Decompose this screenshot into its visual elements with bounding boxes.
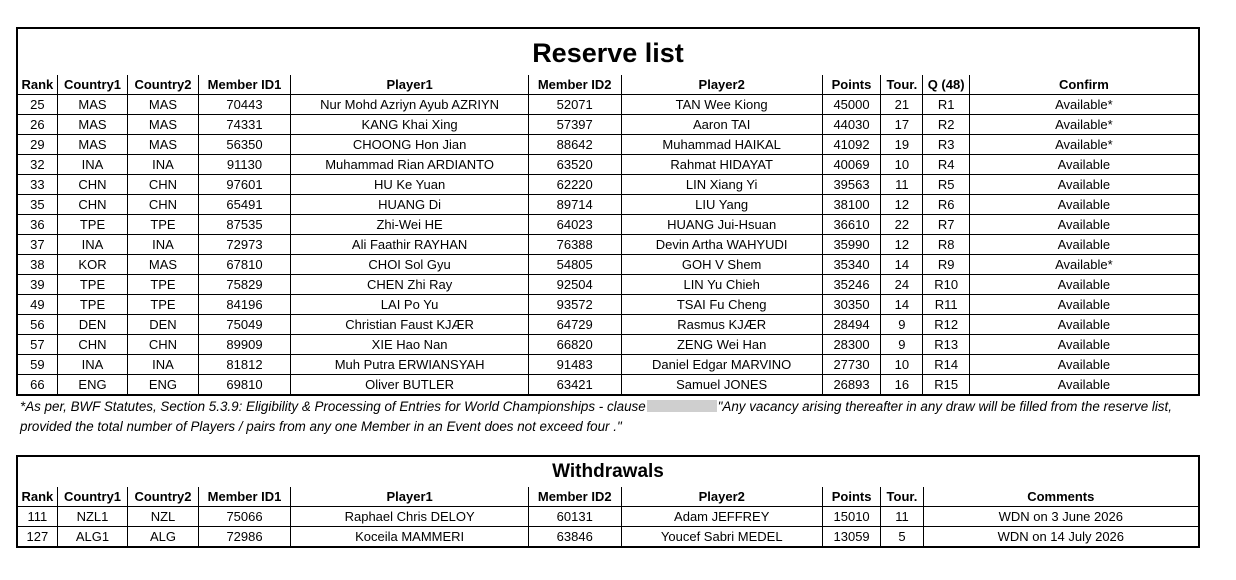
cell-player2: GOH V Shem <box>621 255 822 275</box>
cell-confirm: Available <box>969 355 1199 375</box>
table-row <box>17 527 1199 548</box>
cell-comments: WDN on 14 July 2026 <box>923 527 1199 548</box>
cell-member-id1: 87535 <box>198 215 291 235</box>
cell-country1: TPE <box>57 275 127 295</box>
cell-player1: Koceila MAMMERI <box>291 527 529 548</box>
table-row <box>17 235 1199 255</box>
cell-tour: 10 <box>881 155 923 175</box>
cell-country2: ALG <box>128 527 198 548</box>
cell-country1: ALG1 <box>57 527 127 548</box>
cell-country2: INA <box>128 235 198 255</box>
cell-rank: 33 <box>17 175 57 195</box>
cell-country1: INA <box>57 235 127 255</box>
cell-q48: R8 <box>923 235 969 255</box>
table-row <box>17 507 1199 527</box>
cell-confirm: Available <box>969 195 1199 215</box>
cell-country1: DEN <box>57 315 127 335</box>
cell-tour: 9 <box>881 335 923 355</box>
table-row <box>17 335 1199 355</box>
cell-player2: Devin Artha WAHYUDI <box>621 235 822 255</box>
cell-rank: 56 <box>17 315 57 335</box>
cell-tour: 16 <box>881 375 923 396</box>
withdrawals-title: Withdrawals <box>17 456 1199 487</box>
cell-country2: MAS <box>128 255 198 275</box>
cell-member-id1: 69810 <box>198 375 291 396</box>
col-header-q48: Q (48) <box>923 75 969 95</box>
cell-member-id2: 54805 <box>528 255 621 275</box>
cell-player1: HUANG Di <box>291 195 529 215</box>
cell-country1: MAS <box>57 115 127 135</box>
cell-member-id1: 70443 <box>198 95 291 115</box>
reserve-list-table <box>16 27 1200 396</box>
table-row <box>17 275 1199 295</box>
reserve-header-row <box>17 75 1199 95</box>
cell-points: 35340 <box>822 255 880 275</box>
cell-member-id2: 64023 <box>528 215 621 235</box>
cell-player1: Christian Faust KJÆR <box>291 315 529 335</box>
cell-confirm: Available <box>969 275 1199 295</box>
note-line-1-text-a: *As per, BWF Statutes, Section 5.3.9: Eligibility & Processing of Entries for World Championships - clause <box>20 399 646 414</box>
cell-country1: NZL1 <box>57 507 127 527</box>
table-row <box>17 135 1199 155</box>
cell-rank: 37 <box>17 235 57 255</box>
cell-rank: 127 <box>17 527 57 548</box>
cell-tour: 11 <box>881 175 923 195</box>
col-header-tour: Tour. <box>881 487 923 507</box>
cell-tour: 24 <box>881 275 923 295</box>
cell-points: 27730 <box>822 355 880 375</box>
redacted-clause-block <box>647 400 717 412</box>
cell-confirm: Available <box>969 175 1199 195</box>
col-header-member-id2: Member ID2 <box>528 487 621 507</box>
cell-country2: CHN <box>128 335 198 355</box>
note-line-1-text-b: "Any vacancy arising thereafter in any draw will be filled from the reserve list, <box>717 399 1172 414</box>
col-header-player1: Player1 <box>291 487 529 507</box>
cell-points: 36610 <box>822 215 880 235</box>
cell-member-id1: 72986 <box>198 527 291 548</box>
cell-player2: Daniel Edgar MARVINO <box>621 355 822 375</box>
cell-points: 28494 <box>822 315 880 335</box>
cell-player2: ZENG Wei Han <box>621 335 822 355</box>
cell-country2: NZL <box>128 507 198 527</box>
cell-tour: 22 <box>881 215 923 235</box>
cell-country2: MAS <box>128 95 198 115</box>
cell-country1: CHN <box>57 335 127 355</box>
cell-country1: TPE <box>57 215 127 235</box>
cell-points: 40069 <box>822 155 880 175</box>
withdrawals-body <box>17 507 1199 548</box>
cell-q48: R4 <box>923 155 969 175</box>
col-header-comments: Comments <box>923 487 1199 507</box>
cell-player1: Oliver BUTLER <box>291 375 529 396</box>
cell-tour: 19 <box>881 135 923 155</box>
cell-member-id1: 75829 <box>198 275 291 295</box>
table-row <box>17 115 1199 135</box>
cell-member-id2: 62220 <box>528 175 621 195</box>
col-header-member-id1: Member ID1 <box>198 487 291 507</box>
cell-country2: INA <box>128 355 198 375</box>
cell-tour: 5 <box>881 527 923 548</box>
bwf-statutes-note <box>20 397 1220 437</box>
cell-q48: R14 <box>923 355 969 375</box>
cell-member-id2: 63421 <box>528 375 621 396</box>
cell-rank: 59 <box>17 355 57 375</box>
withdrawals-table <box>16 455 1200 548</box>
cell-player2: LIU Yang <box>621 195 822 215</box>
cell-points: 38100 <box>822 195 880 215</box>
cell-member-id1: 91130 <box>198 155 291 175</box>
cell-player2: Aaron TAI <box>621 115 822 135</box>
table-row <box>17 195 1199 215</box>
cell-member-id1: 72973 <box>198 235 291 255</box>
withdrawals-header-row <box>17 487 1199 507</box>
cell-member-id1: 89909 <box>198 335 291 355</box>
cell-country1: INA <box>57 355 127 375</box>
col-header-rank: Rank <box>17 487 57 507</box>
col-header-player2: Player2 <box>621 75 822 95</box>
cell-confirm: Available* <box>969 255 1199 275</box>
cell-q48: R10 <box>923 275 969 295</box>
reserve-list-body <box>17 95 1199 396</box>
cell-tour: 14 <box>881 295 923 315</box>
cell-member-id2: 52071 <box>528 95 621 115</box>
cell-country2: CHN <box>128 175 198 195</box>
cell-country2: MAS <box>128 115 198 135</box>
cell-country2: TPE <box>128 215 198 235</box>
cell-member-id2: 57397 <box>528 115 621 135</box>
cell-country2: MAS <box>128 135 198 155</box>
cell-q48: R12 <box>923 315 969 335</box>
cell-member-id1: 65491 <box>198 195 291 215</box>
cell-rank: 66 <box>17 375 57 396</box>
cell-member-id2: 89714 <box>528 195 621 215</box>
cell-confirm: Available <box>969 375 1199 396</box>
cell-player2: Adam JEFFREY <box>621 507 822 527</box>
cell-tour: 12 <box>881 195 923 215</box>
cell-member-id2: 60131 <box>528 507 621 527</box>
table-row <box>17 355 1199 375</box>
cell-player1: Ali Faathir RAYHAN <box>291 235 529 255</box>
table-row <box>17 295 1199 315</box>
cell-member-id1: 67810 <box>198 255 291 275</box>
cell-country1: CHN <box>57 195 127 215</box>
col-header-country2: Country2 <box>128 75 198 95</box>
cell-member-id2: 63520 <box>528 155 621 175</box>
cell-confirm: Available <box>969 315 1199 335</box>
cell-country1: ENG <box>57 375 127 396</box>
cell-confirm: Available <box>969 235 1199 255</box>
cell-player1: Nur Mohd Azriyn Ayub AZRIYN <box>291 95 529 115</box>
cell-country2: CHN <box>128 195 198 215</box>
col-header-player1: Player1 <box>291 75 529 95</box>
cell-rank: 39 <box>17 275 57 295</box>
cell-player1: Zhi-Wei HE <box>291 215 529 235</box>
cell-player2: HUANG Jui-Hsuan <box>621 215 822 235</box>
cell-member-id1: 74331 <box>198 115 291 135</box>
cell-tour: 9 <box>881 315 923 335</box>
cell-q48: R1 <box>923 95 969 115</box>
cell-player2: TSAI Fu Cheng <box>621 295 822 315</box>
cell-tour: 11 <box>881 507 923 527</box>
cell-member-id2: 91483 <box>528 355 621 375</box>
cell-member-id2: 92504 <box>528 275 621 295</box>
cell-rank: 38 <box>17 255 57 275</box>
cell-player1: HU Ke Yuan <box>291 175 529 195</box>
cell-rank: 25 <box>17 95 57 115</box>
cell-player1: CHOONG Hon Jian <box>291 135 529 155</box>
cell-confirm: Available* <box>969 115 1199 135</box>
cell-player2: TAN Wee Kiong <box>621 95 822 115</box>
cell-q48: R3 <box>923 135 969 155</box>
cell-member-id2: 63846 <box>528 527 621 548</box>
cell-rank: 26 <box>17 115 57 135</box>
cell-player1: KANG Khai Xing <box>291 115 529 135</box>
cell-rank: 36 <box>17 215 57 235</box>
cell-member-id1: 75066 <box>198 507 291 527</box>
col-header-points: Points <box>822 75 880 95</box>
cell-player1: XIE Hao Nan <box>291 335 529 355</box>
cell-rank: 57 <box>17 335 57 355</box>
cell-country1: KOR <box>57 255 127 275</box>
cell-confirm: Available <box>969 155 1199 175</box>
cell-points: 35246 <box>822 275 880 295</box>
cell-q48: R15 <box>923 375 969 396</box>
cell-player2: LIN Yu Chieh <box>621 275 822 295</box>
cell-player2: LIN Xiang Yi <box>621 175 822 195</box>
cell-player2: Samuel JONES <box>621 375 822 396</box>
cell-player2: Muhammad HAIKAL <box>621 135 822 155</box>
table-row <box>17 175 1199 195</box>
cell-points: 41092 <box>822 135 880 155</box>
cell-member-id1: 84196 <box>198 295 291 315</box>
cell-q48: R6 <box>923 195 969 215</box>
cell-member-id1: 97601 <box>198 175 291 195</box>
cell-player1: CHEN Zhi Ray <box>291 275 529 295</box>
cell-country1: MAS <box>57 95 127 115</box>
cell-points: 35990 <box>822 235 880 255</box>
cell-tour: 12 <box>881 235 923 255</box>
cell-q48: R13 <box>923 335 969 355</box>
cell-rank: 32 <box>17 155 57 175</box>
cell-confirm: Available* <box>969 95 1199 115</box>
col-header-country2: Country2 <box>128 487 198 507</box>
cell-member-id2: 64729 <box>528 315 621 335</box>
cell-country2: DEN <box>128 315 198 335</box>
cell-tour: 17 <box>881 115 923 135</box>
cell-player2: Youcef Sabri MEDEL <box>621 527 822 548</box>
cell-member-id2: 66820 <box>528 335 621 355</box>
cell-member-id2: 88642 <box>528 135 621 155</box>
cell-player1: CHOI Sol Gyu <box>291 255 529 275</box>
cell-player1: Raphael Chris DELOY <box>291 507 529 527</box>
cell-confirm: Available <box>969 335 1199 355</box>
cell-player2: Rasmus KJÆR <box>621 315 822 335</box>
cell-points: 26893 <box>822 375 880 396</box>
col-header-player2: Player2 <box>621 487 822 507</box>
cell-points: 15010 <box>822 507 880 527</box>
cell-points: 45000 <box>822 95 880 115</box>
cell-rank: 111 <box>17 507 57 527</box>
reserve-list-title: Reserve list <box>17 28 1199 75</box>
cell-player1: Muh Putra ERWIANSYAH <box>291 355 529 375</box>
cell-country1: TPE <box>57 295 127 315</box>
col-header-member-id1: Member ID1 <box>198 75 291 95</box>
col-header-tour: Tour. <box>881 75 923 95</box>
cell-points: 44030 <box>822 115 880 135</box>
cell-player1: LAI Po Yu <box>291 295 529 315</box>
cell-points: 13059 <box>822 527 880 548</box>
cell-confirm: Available* <box>969 135 1199 155</box>
col-header-member-id2: Member ID2 <box>528 75 621 95</box>
cell-country1: INA <box>57 155 127 175</box>
cell-member-id2: 76388 <box>528 235 621 255</box>
cell-points: 39563 <box>822 175 880 195</box>
cell-tour: 14 <box>881 255 923 275</box>
cell-comments: WDN on 3 June 2026 <box>923 507 1199 527</box>
cell-member-id1: 81812 <box>198 355 291 375</box>
cell-country2: INA <box>128 155 198 175</box>
cell-country1: CHN <box>57 175 127 195</box>
cell-country2: TPE <box>128 295 198 315</box>
cell-player2: Rahmat HIDAYAT <box>621 155 822 175</box>
col-header-rank: Rank <box>17 75 57 95</box>
note-line-1 <box>20 397 1220 417</box>
table-row <box>17 255 1199 275</box>
cell-q48: R9 <box>923 255 969 275</box>
cell-rank: 49 <box>17 295 57 315</box>
col-header-country1: Country1 <box>57 75 127 95</box>
table-row <box>17 155 1199 175</box>
cell-confirm: Available <box>969 215 1199 235</box>
cell-member-id1: 56350 <box>198 135 291 155</box>
cell-player1: Muhammad Rian ARDIANTO <box>291 155 529 175</box>
cell-q48: R7 <box>923 215 969 235</box>
note-line-2: provided the total number of Players / pairs from any one Member in an Event does not exceed four ." <box>20 419 622 434</box>
cell-points: 30350 <box>822 295 880 315</box>
cell-q48: R11 <box>923 295 969 315</box>
table-row <box>17 315 1199 335</box>
cell-country1: MAS <box>57 135 127 155</box>
cell-country2: ENG <box>128 375 198 396</box>
cell-confirm: Available <box>969 295 1199 315</box>
col-header-points: Points <box>822 487 880 507</box>
cell-rank: 35 <box>17 195 57 215</box>
table-row <box>17 95 1199 115</box>
cell-tour: 21 <box>881 95 923 115</box>
table-row <box>17 375 1199 396</box>
cell-tour: 10 <box>881 355 923 375</box>
col-header-country1: Country1 <box>57 487 127 507</box>
cell-country2: TPE <box>128 275 198 295</box>
table-row <box>17 215 1199 235</box>
cell-q48: R2 <box>923 115 969 135</box>
cell-member-id2: 93572 <box>528 295 621 315</box>
cell-rank: 29 <box>17 135 57 155</box>
cell-member-id1: 75049 <box>198 315 291 335</box>
cell-points: 28300 <box>822 335 880 355</box>
cell-q48: R5 <box>923 175 969 195</box>
col-header-confirm: Confirm <box>969 75 1199 95</box>
